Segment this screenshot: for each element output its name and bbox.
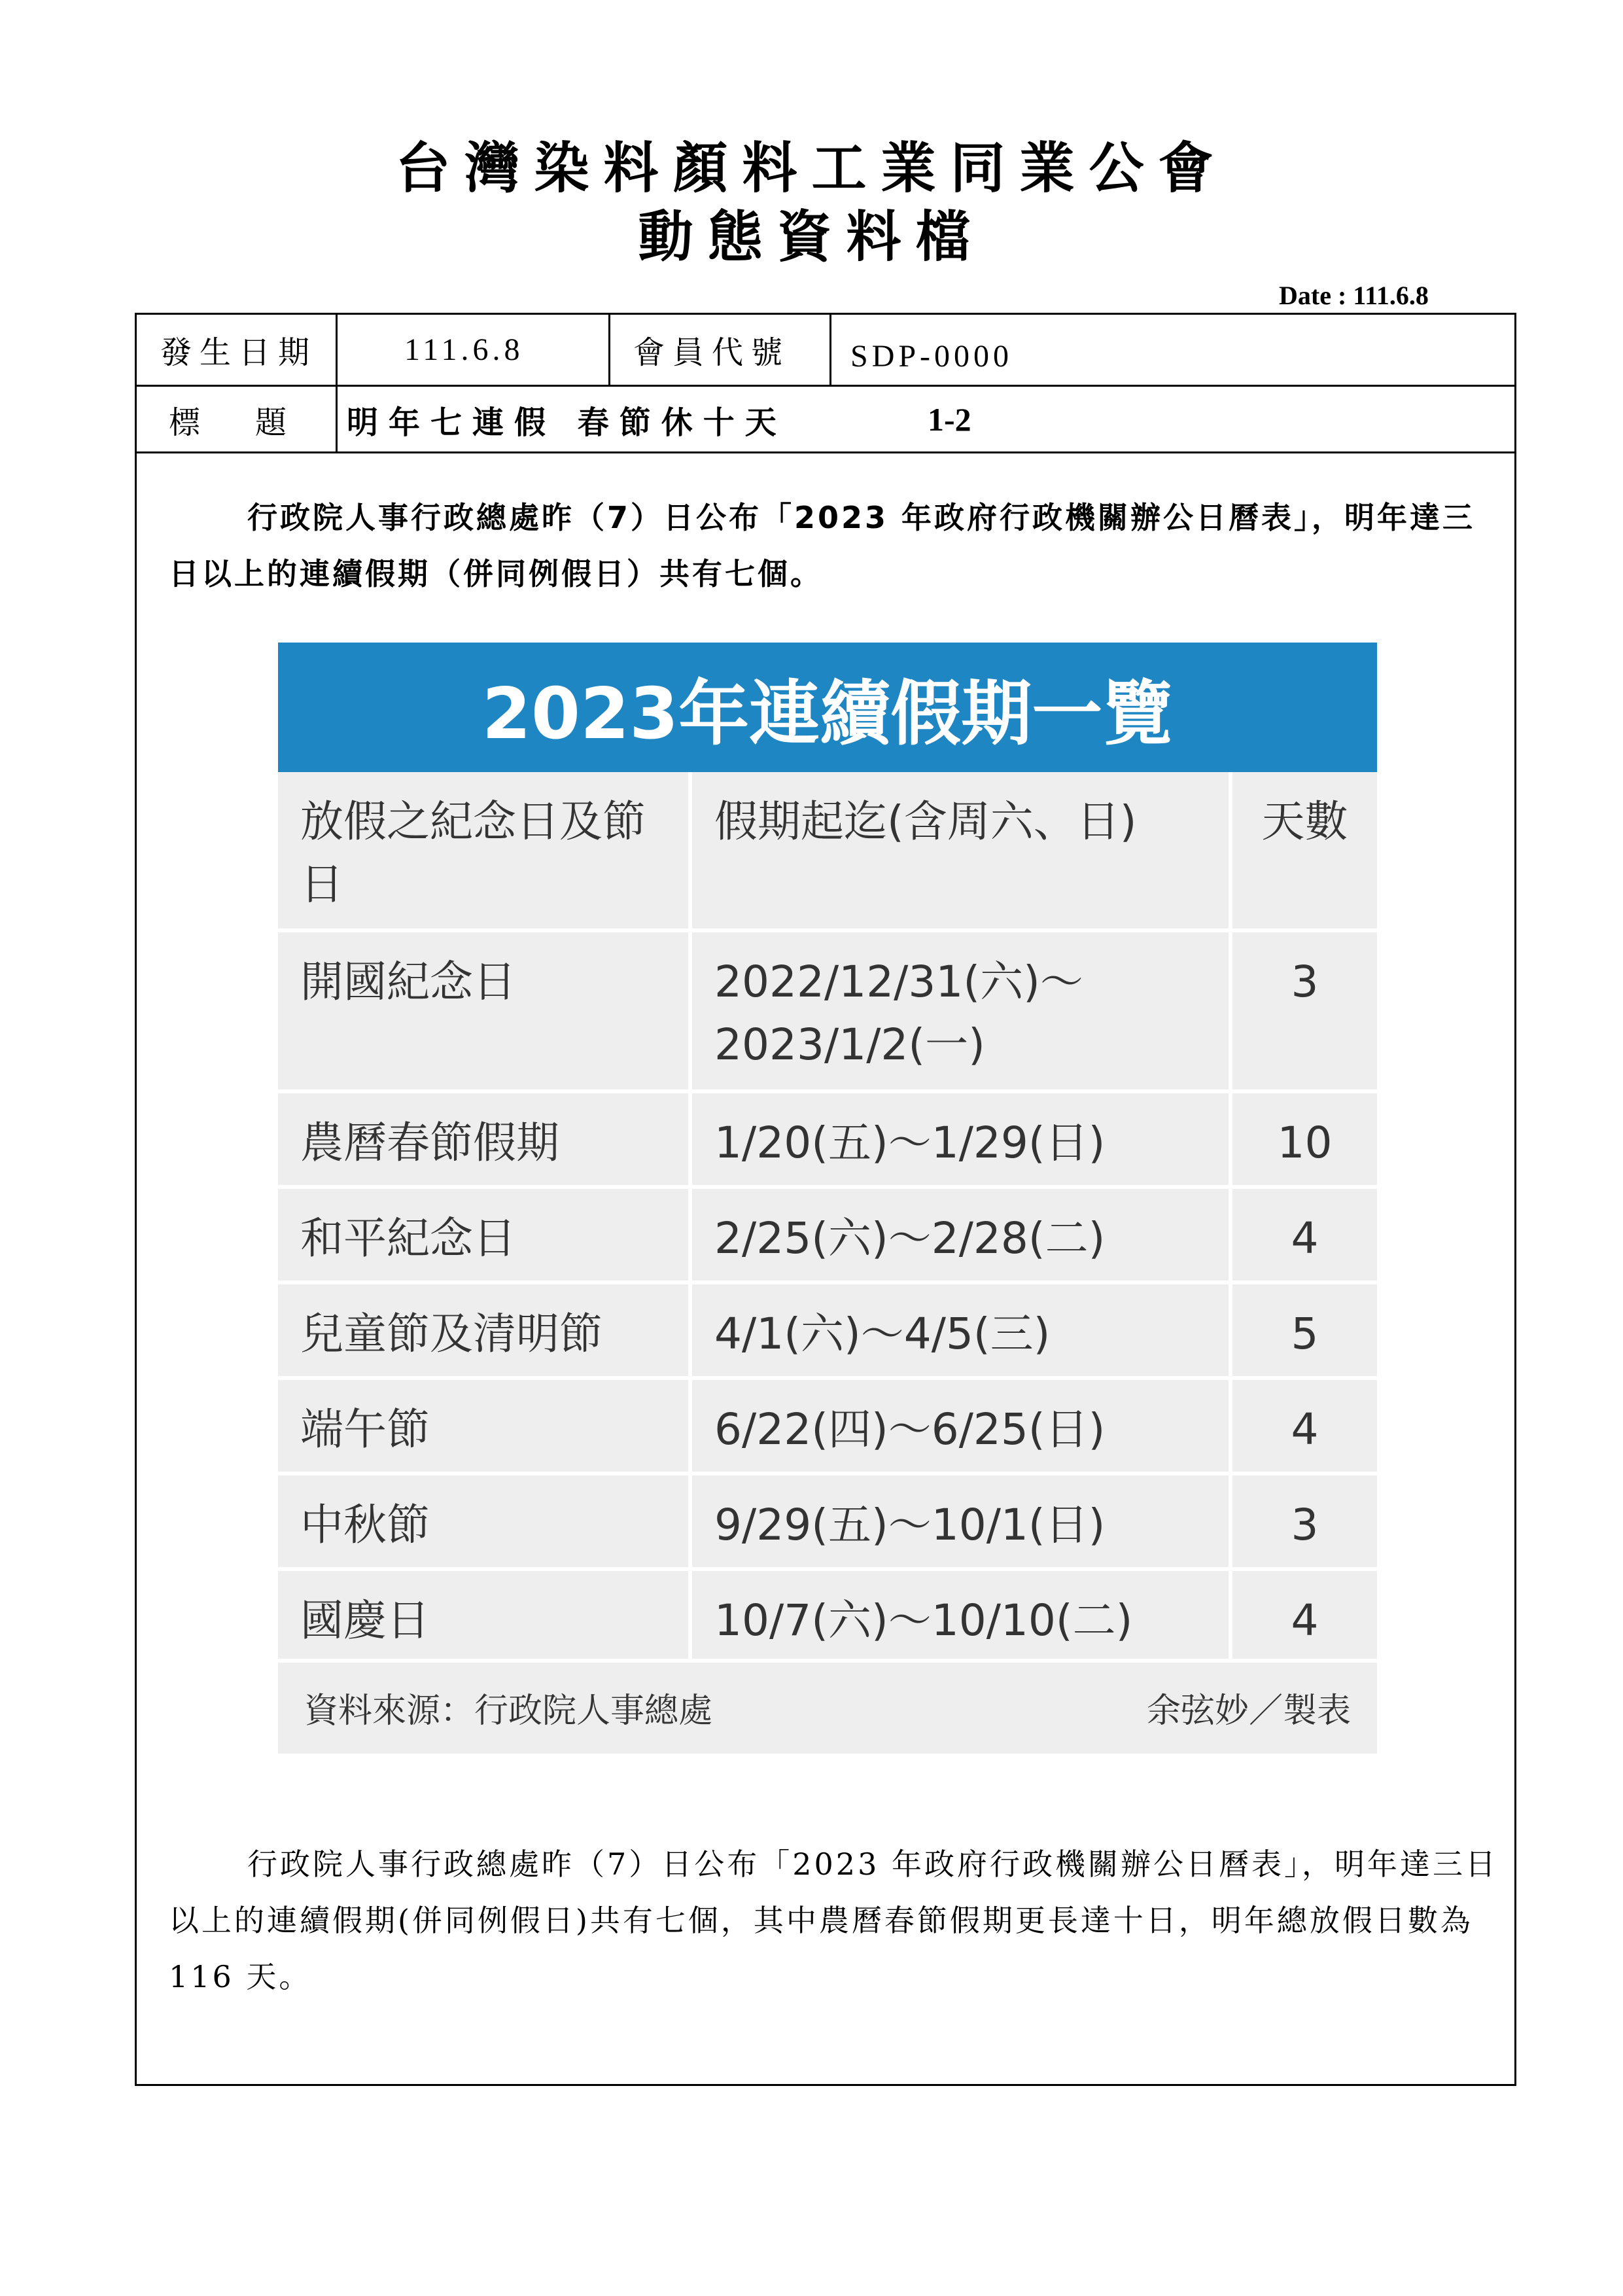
holiday-table [278, 772, 1377, 1663]
table-row [278, 1091, 1377, 1187]
intro-paragraph: 行政院人事行政總處昨（7）日公布「2023 年政府行政機關辦公日曆表」，明年達三日以上的連續假期（併同例假日）共有七個。 [169, 500, 1476, 592]
org-title: 台灣染料顏料工業同業公會 [395, 136, 1228, 200]
table-header-row [278, 772, 1377, 930]
holiday-name: 農曆春節假期 [278, 1091, 690, 1187]
holiday-period: 2/25(六)～2/28(二) [690, 1187, 1230, 1282]
holiday-days: 3 [1230, 1474, 1377, 1569]
holiday-period: 9/29(五)～10/1(日) [690, 1474, 1230, 1569]
holiday-name: 開國紀念日 [278, 930, 690, 1091]
holiday-days: 3 [1230, 930, 1377, 1091]
subject-label: 標 題 [169, 404, 299, 441]
holiday-name: 兒童節及清明節 [278, 1282, 690, 1378]
body-paragraph: 行政院人事行政總處昨（7）日公布「2023 年政府行政機關辦公日曆表」，明年達三日以上的連續假期(併同例假日)共有七個，其中農曆春節假期更長達十日，明年總放假日數為 116 天。 [169, 1846, 1498, 1994]
date-value: 111.6.8 [404, 332, 524, 367]
table-row [278, 1569, 1377, 1661]
column-header: 假期起迄(含周六、日) [690, 772, 1230, 930]
table-row [278, 1474, 1377, 1569]
table-row [278, 1187, 1377, 1282]
table-row [278, 1378, 1377, 1474]
holiday-period: 6/22(四)～6/25(日) [690, 1378, 1230, 1474]
grid-divider [829, 313, 831, 386]
holiday-days: 5 [1230, 1282, 1377, 1378]
holiday-period: 10/7(六)～10/10(二) [690, 1569, 1230, 1661]
grid-divider [336, 313, 338, 451]
grid-divider [608, 313, 610, 386]
table-row [278, 930, 1377, 1091]
grid-divider [135, 451, 1516, 453]
grid-divider [135, 385, 1516, 387]
holiday-period: 1/20(五)～1/29(日) [690, 1091, 1230, 1187]
holiday-period: 2022/12/31(六)～2023/1/2(一) [690, 930, 1230, 1091]
doc-title: 動態資料檔 [638, 205, 985, 269]
infographic-title: 2023年連續假期一覽 [278, 643, 1377, 772]
infographic-footer [278, 1661, 1377, 1754]
holiday-infographic [278, 643, 1377, 1754]
table-row [278, 1282, 1377, 1378]
member-id: SDP-0000 [850, 338, 1013, 374]
subject-page: 1-2 [928, 401, 971, 438]
date-label: 發生日期 [160, 334, 318, 371]
member-label: 會員代號 [633, 334, 791, 371]
holiday-days: 4 [1230, 1378, 1377, 1474]
holiday-days: 10 [1230, 1091, 1377, 1187]
holiday-name: 和平紀念日 [278, 1187, 690, 1282]
source-note: 資料來源：行政院人事總處 [304, 1691, 713, 1731]
holiday-name: 端午節 [278, 1378, 690, 1474]
column-header: 放假之紀念日及節日 [278, 772, 690, 930]
column-header: 天數 [1230, 772, 1377, 930]
holiday-period: 4/1(六)～4/5(三) [690, 1282, 1230, 1378]
credit-note: 余弦妙／製表 [1146, 1691, 1351, 1731]
holiday-name: 中秋節 [278, 1474, 690, 1569]
holiday-days: 4 [1230, 1187, 1377, 1282]
subject-value: 明年七連假 春節休十天 [347, 404, 787, 441]
document-date: Date : 111.6.8 [1279, 281, 1429, 310]
holiday-days: 4 [1230, 1569, 1377, 1661]
holiday-name: 國慶日 [278, 1569, 690, 1661]
